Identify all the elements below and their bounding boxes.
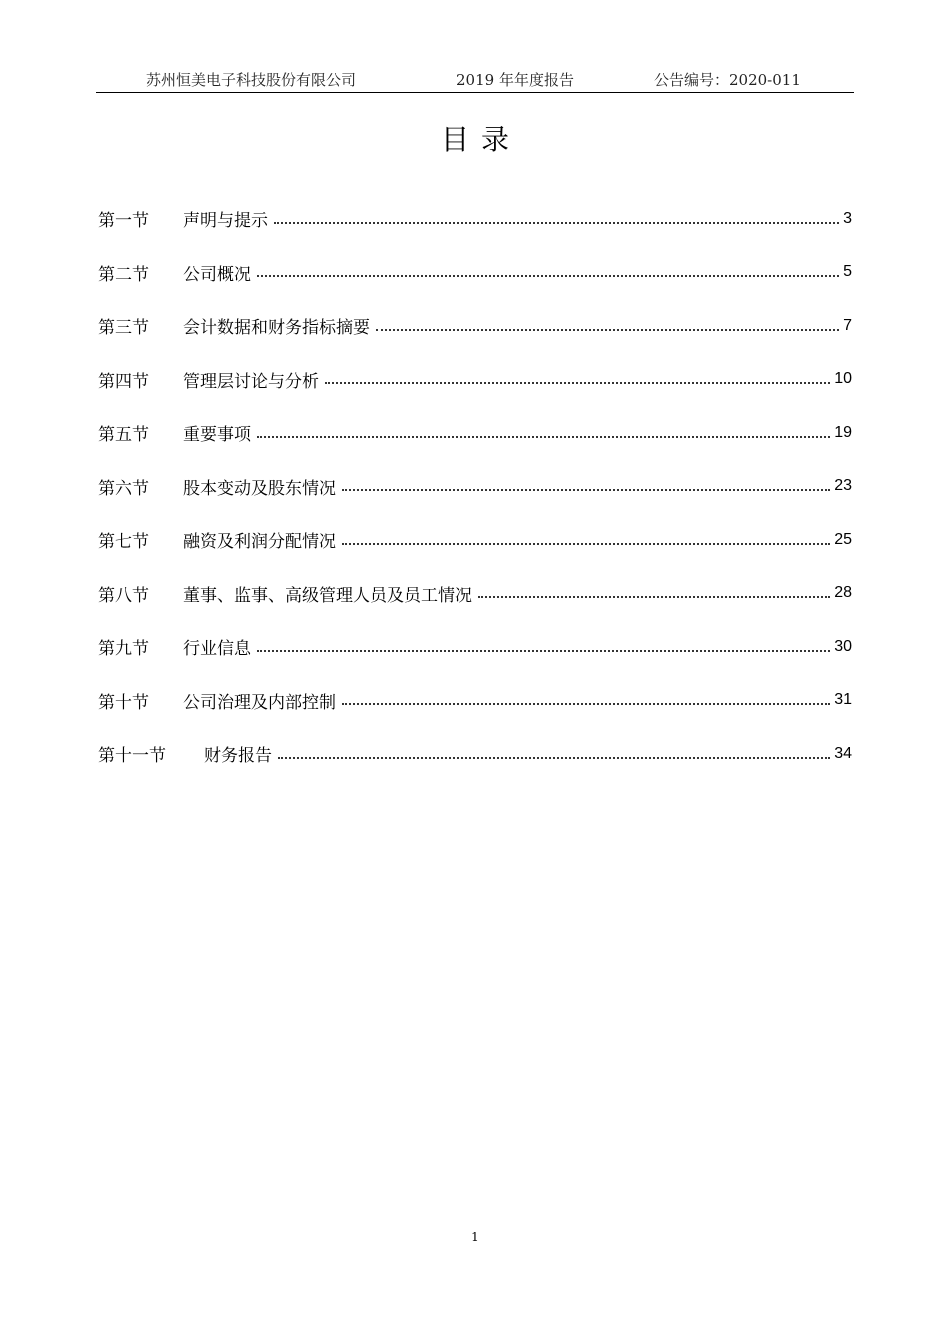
toc-entry[interactable] [98,246,852,300]
toc-section-title: 融资及利润分配情况 [183,532,336,553]
toc-section-number: 第一节 [98,211,149,232]
toc-section-number: 第十节 [98,692,149,713]
toc-page-number: 25 [834,530,852,548]
header-company-name: 苏州恒美电子科技股份有限公司 [146,71,357,89]
toc-section-number: 第七节 [98,532,149,553]
header-report-title: 2019 年年度报告 [456,71,574,89]
toc-dot-leader [342,489,830,491]
toc-page-number: 3 [843,209,852,227]
toc-entry[interactable] [98,567,852,621]
toc-section-title: 行业信息 [183,639,251,660]
toc-section-number: 第三节 [98,318,149,339]
toc-section-number: 第九节 [98,639,149,660]
toc-dot-leader [478,596,830,598]
header-notice-number: 公告编号：2020-011 [654,71,801,89]
toc-section-number: 第十一节 [98,746,166,767]
toc-dot-leader [274,222,839,224]
toc-section-number: 第五节 [98,425,149,446]
toc-dot-leader [376,329,839,331]
toc-section-number: 第二节 [98,264,149,285]
toc-section-title: 声明与提示 [183,211,268,232]
toc-dot-leader [342,703,830,705]
running-header [96,66,854,93]
toc-section-number: 第八节 [98,585,149,606]
toc-entry[interactable] [98,460,852,514]
toc-section-title: 财务报告 [204,746,272,767]
toc-dot-leader [257,275,839,277]
toc-entry[interactable] [98,192,852,246]
toc-dot-leader [257,650,830,652]
toc-page-number: 30 [834,637,852,655]
toc-page-number: 7 [843,316,852,334]
toc-page-number: 10 [834,370,852,388]
toc-page-number: 23 [834,477,852,495]
toc-section-number: 第四节 [98,371,149,392]
toc-entry[interactable] [98,353,852,407]
toc-section-title: 董事、监事、高级管理人员及员工情况 [183,585,472,606]
toc-page-number: 5 [843,263,852,281]
toc-section-title: 公司治理及内部控制 [183,692,336,713]
page-number: 1 [471,1230,479,1244]
toc-dot-leader [257,436,830,438]
toc-entry[interactable] [98,299,852,353]
toc-page-number: 28 [834,584,852,602]
toc-entry[interactable] [98,727,852,781]
toc-entry[interactable] [98,674,852,728]
toc-entry[interactable] [98,620,852,674]
toc-section-title: 管理层讨论与分析 [183,371,319,392]
toc-section-title: 重要事项 [183,425,251,446]
toc-section-title: 股本变动及股东情况 [183,478,336,499]
toc-dot-leader [278,757,830,759]
page-title: 目录 [440,123,521,156]
toc-entry[interactable] [98,406,852,460]
toc-page-number: 31 [834,691,852,709]
toc-entry[interactable] [98,513,852,567]
toc-page-number: 19 [834,423,852,441]
table-of-contents [98,192,852,781]
toc-section-title: 公司概况 [183,264,251,285]
toc-dot-leader [342,543,830,545]
toc-dot-leader [325,382,830,384]
toc-page-number: 34 [834,744,852,762]
toc-section-number: 第六节 [98,478,149,499]
toc-section-title: 会计数据和财务指标摘要 [183,318,370,339]
